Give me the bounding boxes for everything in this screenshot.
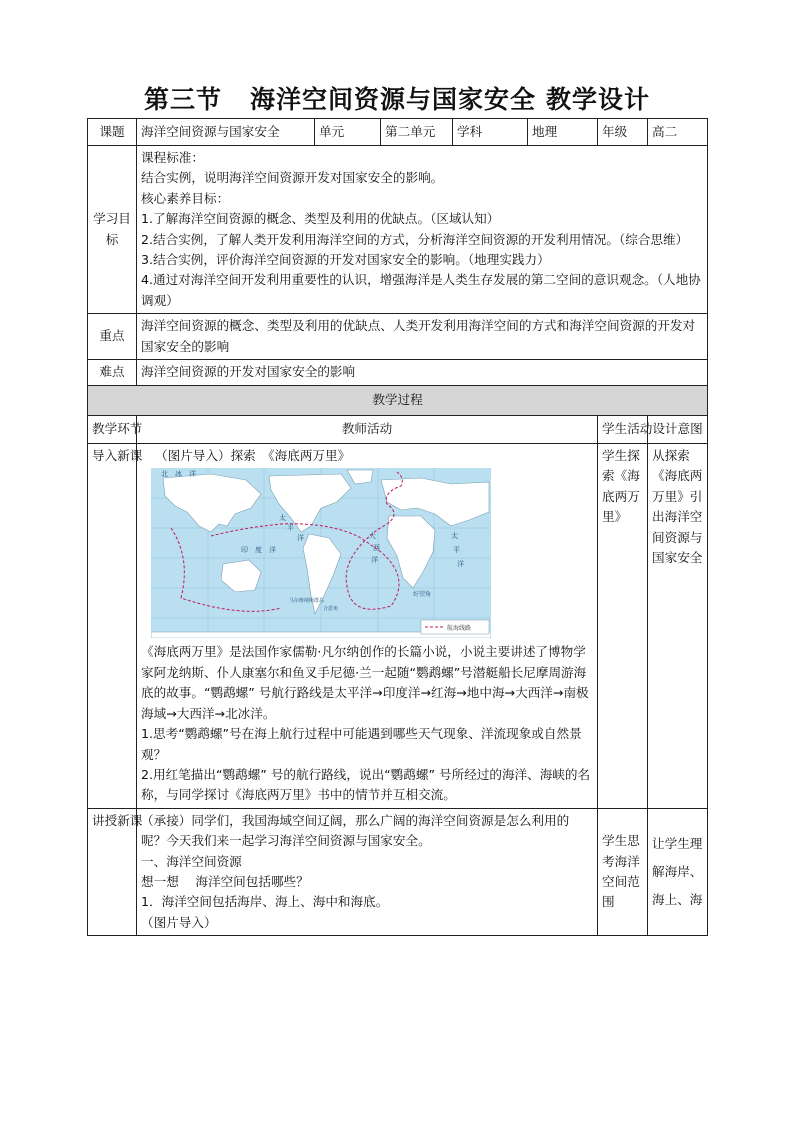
map-label-falklands: 马尔维纳斯群岛 xyxy=(289,598,325,605)
map-label: 太 xyxy=(279,514,286,523)
objective-line: 4.通过对海洋空间开发利用重要性的认识，增强海洋是人类生存发展的第二空间的意识观念。（人地协调观） xyxy=(141,272,701,308)
grade-label: 年级 xyxy=(598,119,648,146)
map-label: 西 xyxy=(373,544,380,553)
objective-line: 核心素养目标： xyxy=(141,190,230,206)
intro-paragraph: 《海底两万里》是法国作家儒勒·凡尔纳创作的长篇小说，小说主要讲述了博物学家阿龙纳斯、仆人康塞尔和鱼叉手尼德·兰一起随“鹦鹉螺”号潜艇船长尼摩周游海底的故事。“鹦鹉螺” 号航行路线是太平洋→印度洋→红海→地中海→大西洋→南极海域→大西洋→北冰洋。 xyxy=(141,644,589,721)
new-lesson-line: 一、海洋空间资源 xyxy=(141,853,242,869)
info-row xyxy=(88,119,708,146)
map-label: 大 xyxy=(369,532,376,541)
intro-question-2: 2.用红笔描出“鹦鹉螺” 号的航行路线，说出“鹦鹉螺” 号所经过的海洋、海峡的名称，与同学探讨《海底两万里》书中的情节并互相交流。 xyxy=(141,766,591,803)
subject-label: 学科 xyxy=(453,119,528,146)
map-label-good-hope: 好望角 xyxy=(413,591,432,599)
grade-value: 高二 xyxy=(648,119,708,146)
new-lesson-line: （图片导入） xyxy=(141,914,217,930)
header-student: 学生活动 xyxy=(598,416,648,444)
map-label: 洋 xyxy=(297,534,304,543)
legend-label: 航海线路 xyxy=(447,625,472,633)
lesson-plan-table xyxy=(87,118,708,936)
map-label: 洋 xyxy=(371,556,378,565)
map-label-arctic: 北 冰 洋 xyxy=(161,470,196,479)
key-points-label: 重点 xyxy=(88,314,137,360)
title-suffix: 教学设计 xyxy=(546,85,651,114)
difficult-points-label: 难点 xyxy=(88,360,137,386)
process-header-row xyxy=(88,416,708,444)
objectives-label: 学习目标 xyxy=(88,146,137,314)
map-label: 洋 xyxy=(457,560,464,569)
map-legend xyxy=(421,620,489,634)
new-lesson-line: （承接）同学们，我国海域空间辽阔，那么广阔的海洋空间资源是怎么利用的呢？今天我们来一起学习海洋空间资源与国家安全。 xyxy=(141,812,570,849)
header-intent: 设计意图 xyxy=(648,416,708,444)
topic-value: 海洋空间资源与国家安全 xyxy=(137,119,315,146)
process-title-row xyxy=(88,386,708,416)
unit-label: 单元 xyxy=(315,119,381,146)
difficult-points-row xyxy=(88,360,708,386)
title-topic: 海洋空间资源与国家安全 xyxy=(249,85,536,114)
new-lesson-student: 学生思考海洋空间范围 xyxy=(598,808,648,935)
header-stage: 教学环节 xyxy=(88,416,137,444)
intro-teacher xyxy=(137,444,598,809)
map-label: 平 xyxy=(287,524,294,533)
intro-intent: 从探索《海底两万里》引出海洋空间资源与国家安全 xyxy=(648,444,708,809)
process-title: 教学过程 xyxy=(88,386,708,416)
objective-line: 结合实例，说明海洋空间资源开发对国家安全的影响。 xyxy=(141,170,444,186)
intro-question-1: 1.思考“鹦鹉螺”号在海上航行过程中可能遇到哪些天气现象、洋流现象或自然景观？ xyxy=(141,726,582,762)
intro-heading: （图片导入）探索 《海底两万里》 xyxy=(155,448,351,464)
map-label: 平 xyxy=(453,546,460,555)
topic-label: 课题 xyxy=(88,119,137,146)
header-teacher: 教师活动 xyxy=(137,416,598,444)
document-title xyxy=(0,80,794,116)
difficult-points-text: 海洋空间资源的开发对国家安全的影响 xyxy=(137,360,708,386)
title-section: 第三节 xyxy=(143,85,222,114)
new-lesson-row xyxy=(88,808,708,935)
objective-line: 3.结合实例，评价海洋空间资源的开发对国家安全的影响。（地理实践力） xyxy=(141,252,550,268)
key-points-row xyxy=(88,314,708,360)
new-lesson-line: 1．海洋空间包括海岸、海上、海中和海底。 xyxy=(141,894,389,910)
subject-value: 地理 xyxy=(528,119,598,146)
objectives-row xyxy=(88,146,708,314)
key-points-text: 海洋空间资源的概念、类型及利用的优缺点、人类开发利用海洋空间的方式和海洋空间资源的开发对国家安全的影响 xyxy=(137,314,708,360)
voyage-route-map xyxy=(151,468,491,638)
map-label-cape-horn: 合恩角 xyxy=(323,606,339,613)
new-lesson-teacher xyxy=(137,808,598,935)
objective-line: 2.结合实例，了解人类开发利用海洋空间的方式，分析海洋空间资源的开发利用情况。（综合思维） xyxy=(141,231,689,247)
unit-value: 第二单元 xyxy=(381,119,453,146)
map-label-indian: 印 度 洋 xyxy=(241,546,276,555)
world-map-figure xyxy=(151,468,491,638)
objective-line: 课程标准： xyxy=(141,150,204,165)
intro-stage: 导入新课 xyxy=(88,444,137,809)
objectives-content xyxy=(137,146,708,314)
objective-line: 1.了解海洋空间资源的概念、类型及利用的优缺点。（区域认知） xyxy=(141,211,500,227)
intro-student: 学生探索《海底两万里》 xyxy=(598,444,648,809)
new-lesson-intent: 让学生理解海岸、海上、海 xyxy=(648,808,708,935)
new-lesson-line: 想一想 海洋空间包括哪些？ xyxy=(141,873,309,889)
intro-row xyxy=(88,444,708,809)
map-label: 太 xyxy=(451,532,458,541)
new-lesson-stage: 讲授新课 xyxy=(88,808,137,935)
